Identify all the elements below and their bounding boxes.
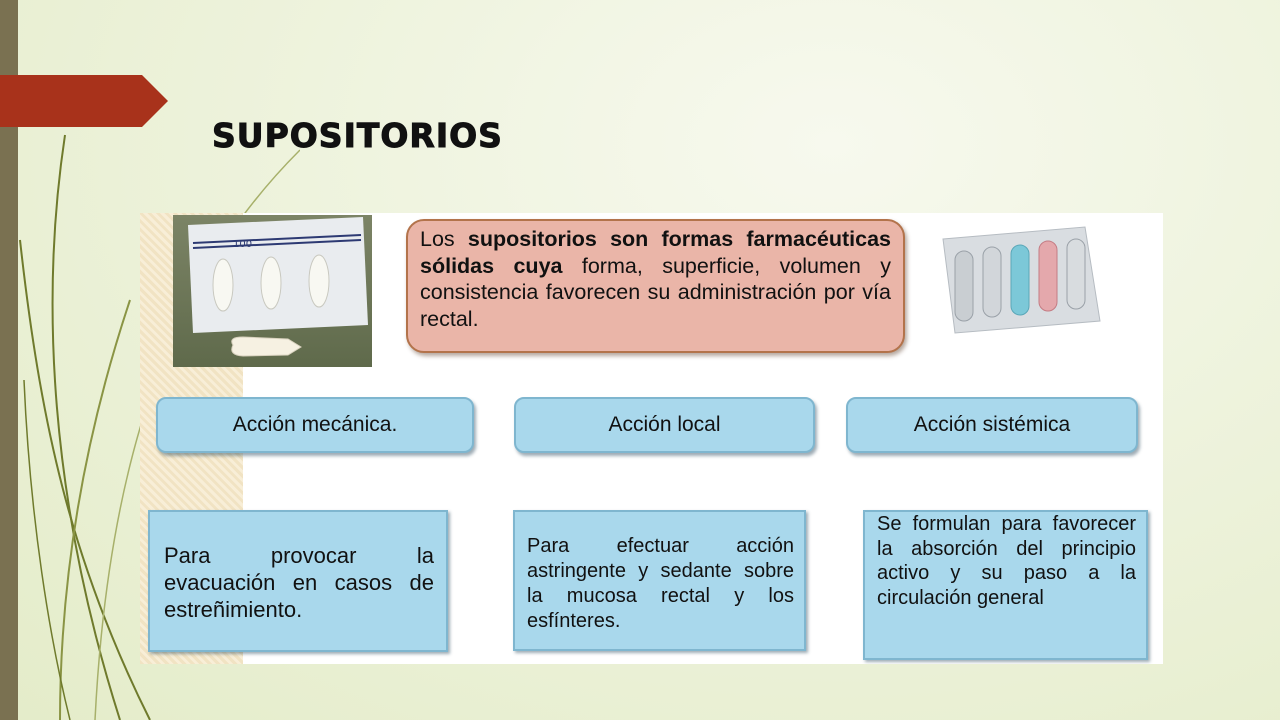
category-systemic-action: Acción sistémica — [846, 397, 1138, 453]
content-panel — [140, 213, 1163, 664]
definition-bold-text: supositorios son formas farmacéuticas sólidas cuya — [420, 227, 891, 278]
category-mechanical-action: Acción mecánica. — [156, 397, 474, 453]
definition-rest: forma, superficie, volumen y consistencia favorecen su administración por vía rectal. — [420, 253, 891, 331]
description-systemic: Se formulan para favorecer la absorción del principio activo y su paso a la circulación general — [863, 510, 1148, 660]
category-local-action: Acción local — [514, 397, 815, 453]
description-mechanical: Para provocar la evacuación en casos de estreñimiento. — [148, 510, 448, 652]
slide-title: SUPOSITORIOS — [212, 116, 503, 155]
blister-print-text: 100 — [233, 239, 253, 250]
suppository-pack-photo — [935, 221, 1105, 339]
definition-box — [406, 219, 905, 353]
title-arrow-shape — [0, 75, 168, 127]
description-local: Para efectuar acción astringente y sedante sobre la mucosa rectal y los esfínteres. — [513, 510, 806, 651]
suppository-blister-photo — [173, 215, 372, 367]
definition-prefix: Los — [420, 227, 468, 251]
